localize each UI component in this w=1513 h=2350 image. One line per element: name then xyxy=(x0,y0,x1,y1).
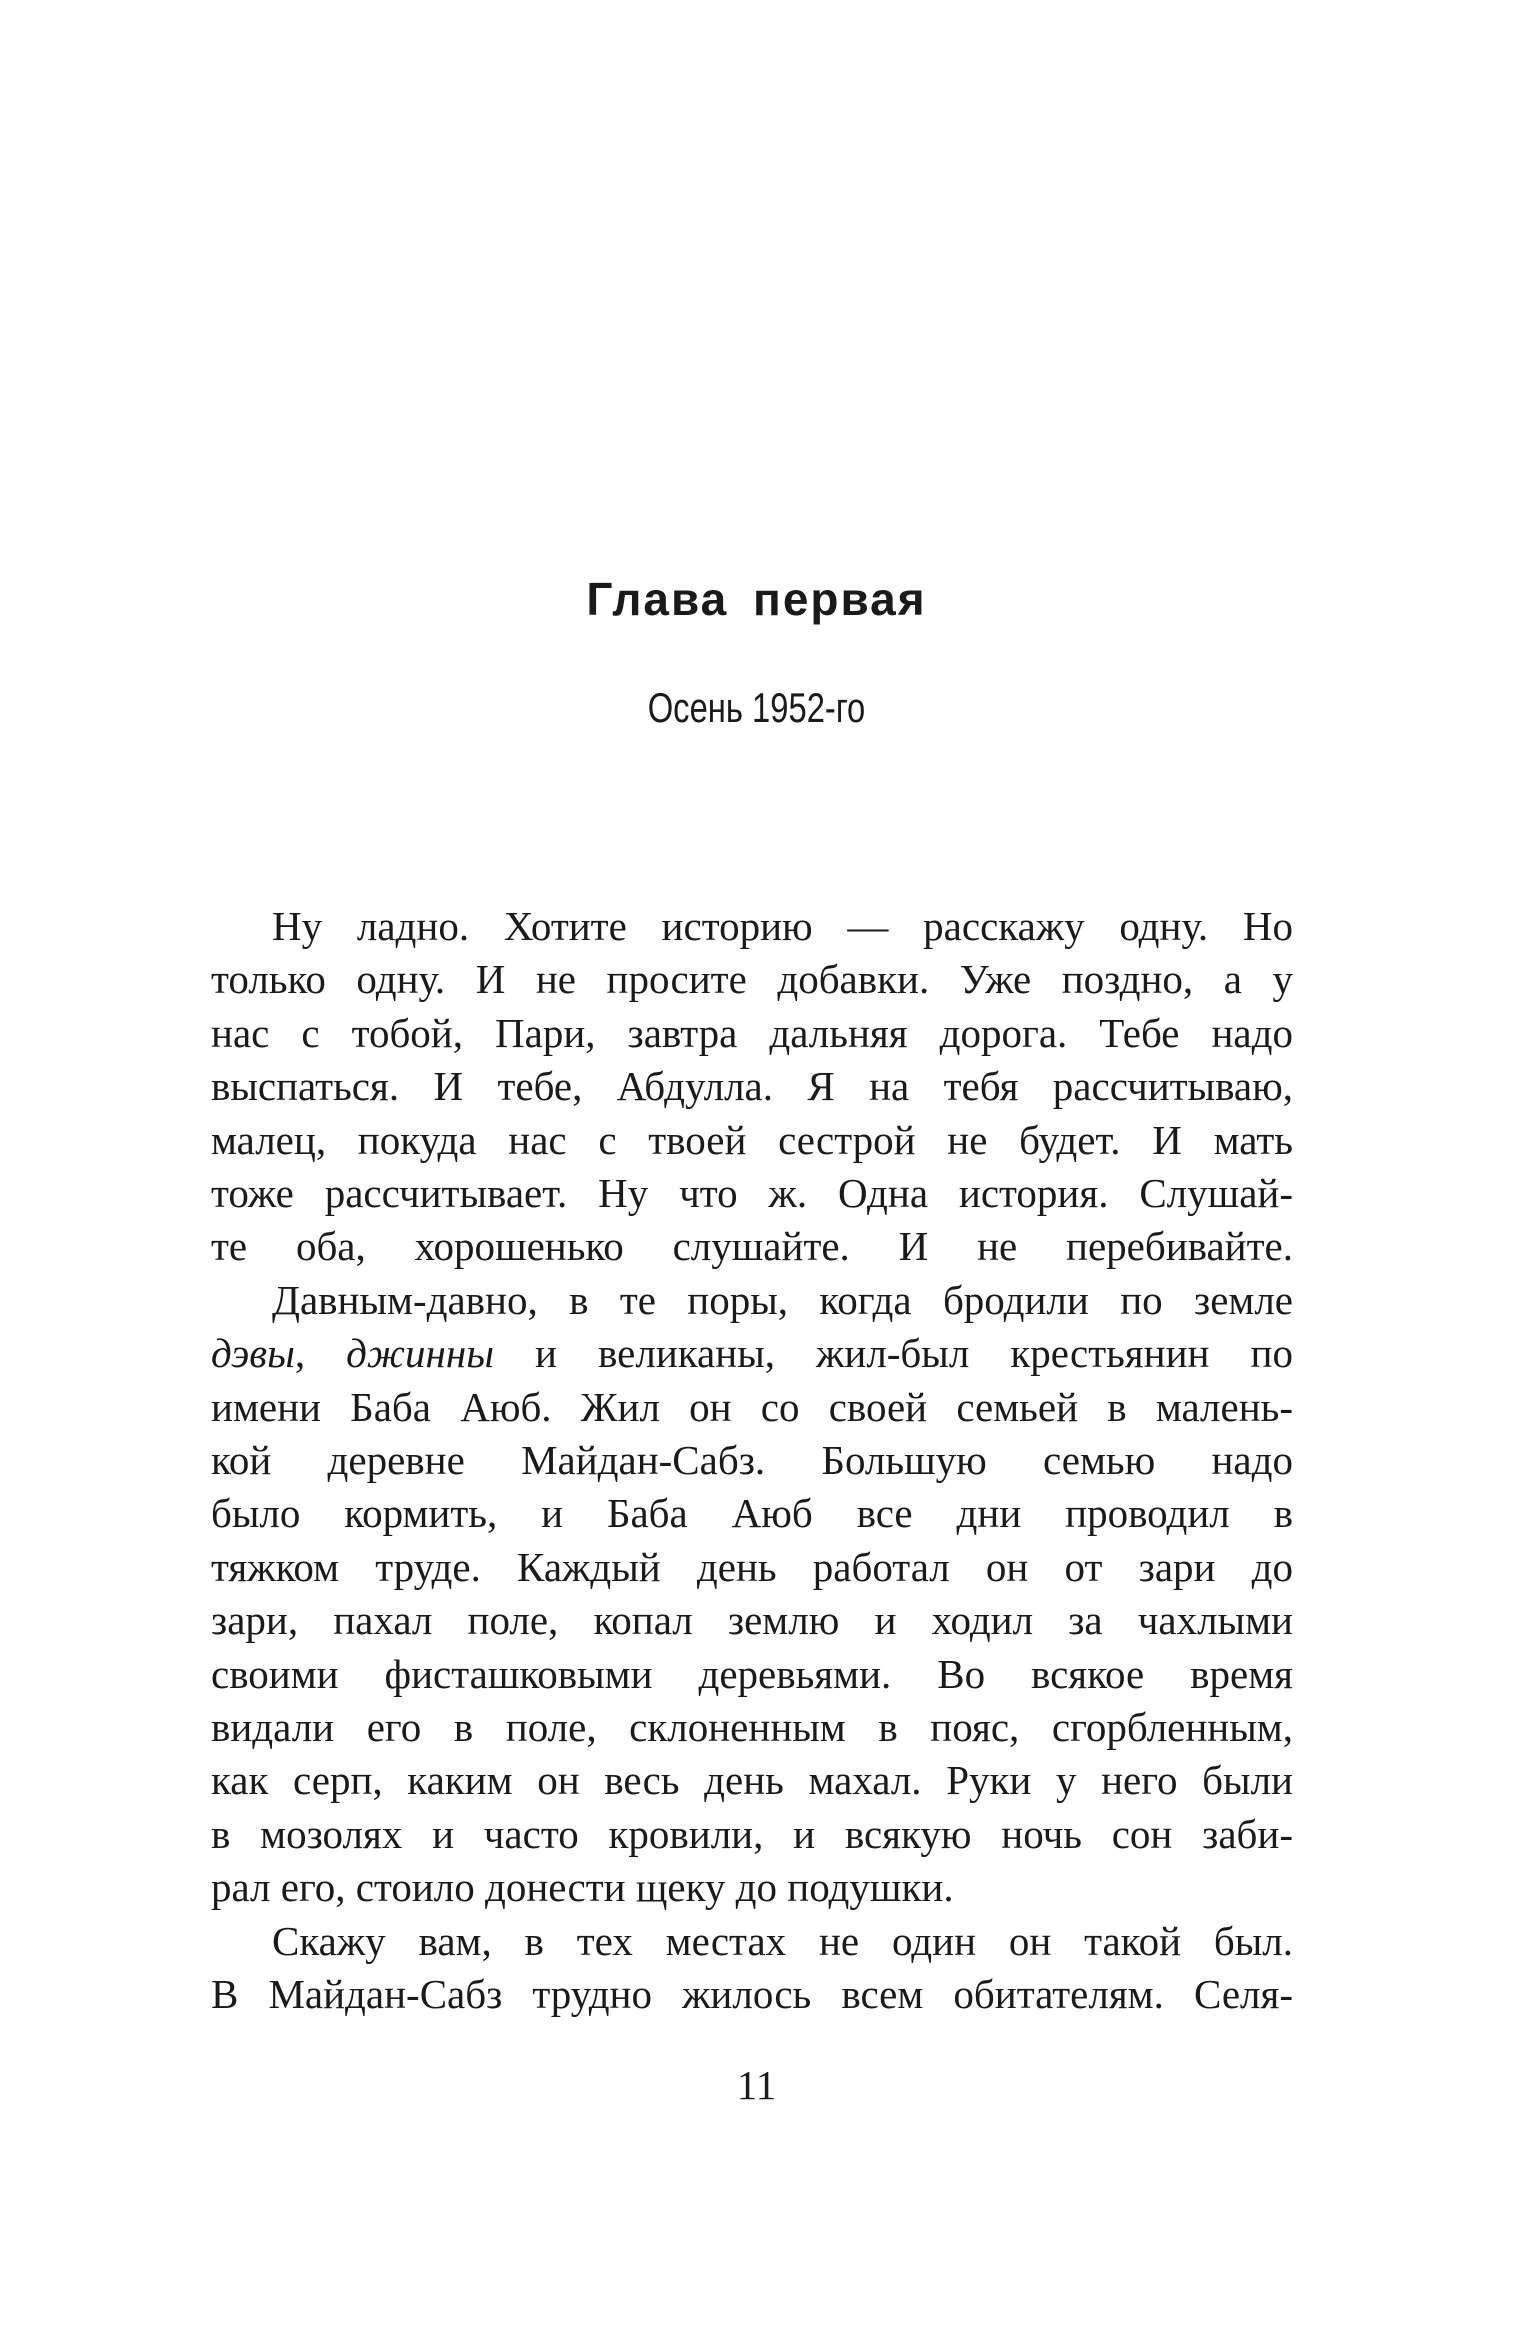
text-line xyxy=(211,1540,1293,1594)
text-segment: тяжком труде. Каждый день работал он от зари до xyxy=(211,1543,1293,1590)
italic-text: дэвы xyxy=(211,1330,295,1377)
text-line xyxy=(211,1753,1293,1807)
text-line xyxy=(211,1433,1293,1487)
text-segment: только одну. И не просите добавки. Уже поздно, а у xyxy=(211,956,1293,1003)
text-segment: тоже рассчитывает. Ну что ж. Одна история. Слушай- xyxy=(211,1170,1293,1216)
italic-text: джинны xyxy=(346,1330,494,1377)
text-segment: было кормить, и Баба Аюб все дни проводил в xyxy=(211,1490,1293,1537)
text-line xyxy=(211,1380,1293,1434)
text-segment: те оба, хорошенько слушайте. И не перебивайте. xyxy=(211,1223,1293,1270)
text-segment: Скажу вам, в тех местах не один он такой был. xyxy=(272,1917,1293,1964)
text-line xyxy=(211,1860,1293,1914)
text-segment: кой деревне Майдан-Сабз. Большую семью надо xyxy=(211,1437,1293,1483)
text-segment: малец, покуда нас с твоей сестрой не будет. И мать xyxy=(211,1116,1293,1163)
text-line xyxy=(211,1647,1293,1701)
text-line xyxy=(211,1967,1293,2021)
text-line xyxy=(211,1113,1293,1167)
text-segment: в мозолях и часто кровили, и всякую ночь сон заби- xyxy=(211,1810,1293,1857)
text-line xyxy=(272,1914,1293,1968)
text-segment: В Майдан-Сабз трудно жилось всем обитателям. Селя- xyxy=(211,1971,1293,2017)
text-line xyxy=(272,1273,1293,1327)
text-segment: выспаться. И тебе, Абдулла. Я на тебя рассчитываю, xyxy=(211,1063,1293,1110)
text-line xyxy=(211,1166,1293,1220)
page-number: 11 xyxy=(736,2062,777,2108)
text-line xyxy=(211,1700,1293,1754)
text-segment: нас с тобой, Пари, завтра дальняя дорога. Тебе надо xyxy=(211,1009,1293,1056)
text-line xyxy=(211,1593,1293,1647)
text-segment: как серп, каким он весь день махал. Руки у него были xyxy=(211,1757,1293,1804)
text-segment: рал его, стоило донести щеку до подушки. xyxy=(211,1864,954,1911)
text-segment: , xyxy=(294,1330,347,1377)
chapter-subtitle: Осень 1952-го xyxy=(647,684,866,731)
text-line xyxy=(211,1807,1293,1861)
text-line xyxy=(211,952,1293,1006)
text-segment: и великаны, жил-был крестьянин по xyxy=(493,1330,1293,1377)
text-segment: имени Баба Аюб. Жил он со своей семьей в малень- xyxy=(211,1383,1293,1430)
text-line xyxy=(211,1006,1293,1060)
text-line xyxy=(211,1219,1293,1273)
text-segment: Ну ладно. Хотите историю — расскажу одну. Но xyxy=(272,903,1293,949)
text-line xyxy=(211,1486,1293,1540)
text-segment: зари, пахал поле, копал землю и ходил за чахлыми xyxy=(211,1597,1293,1644)
text-line xyxy=(211,1059,1293,1113)
text-segment: своими фисташковыми деревьями. Во всякое время xyxy=(211,1650,1293,1697)
text-line xyxy=(272,899,1293,953)
text-line xyxy=(211,1326,1293,1380)
text-segment: видали его в поле, склоненным в пояс, сгорбленным, xyxy=(211,1704,1293,1750)
text-segment: Давным-давно, в те поры, когда бродили по земле xyxy=(272,1276,1293,1323)
chapter-title: Глава первая xyxy=(586,573,927,625)
